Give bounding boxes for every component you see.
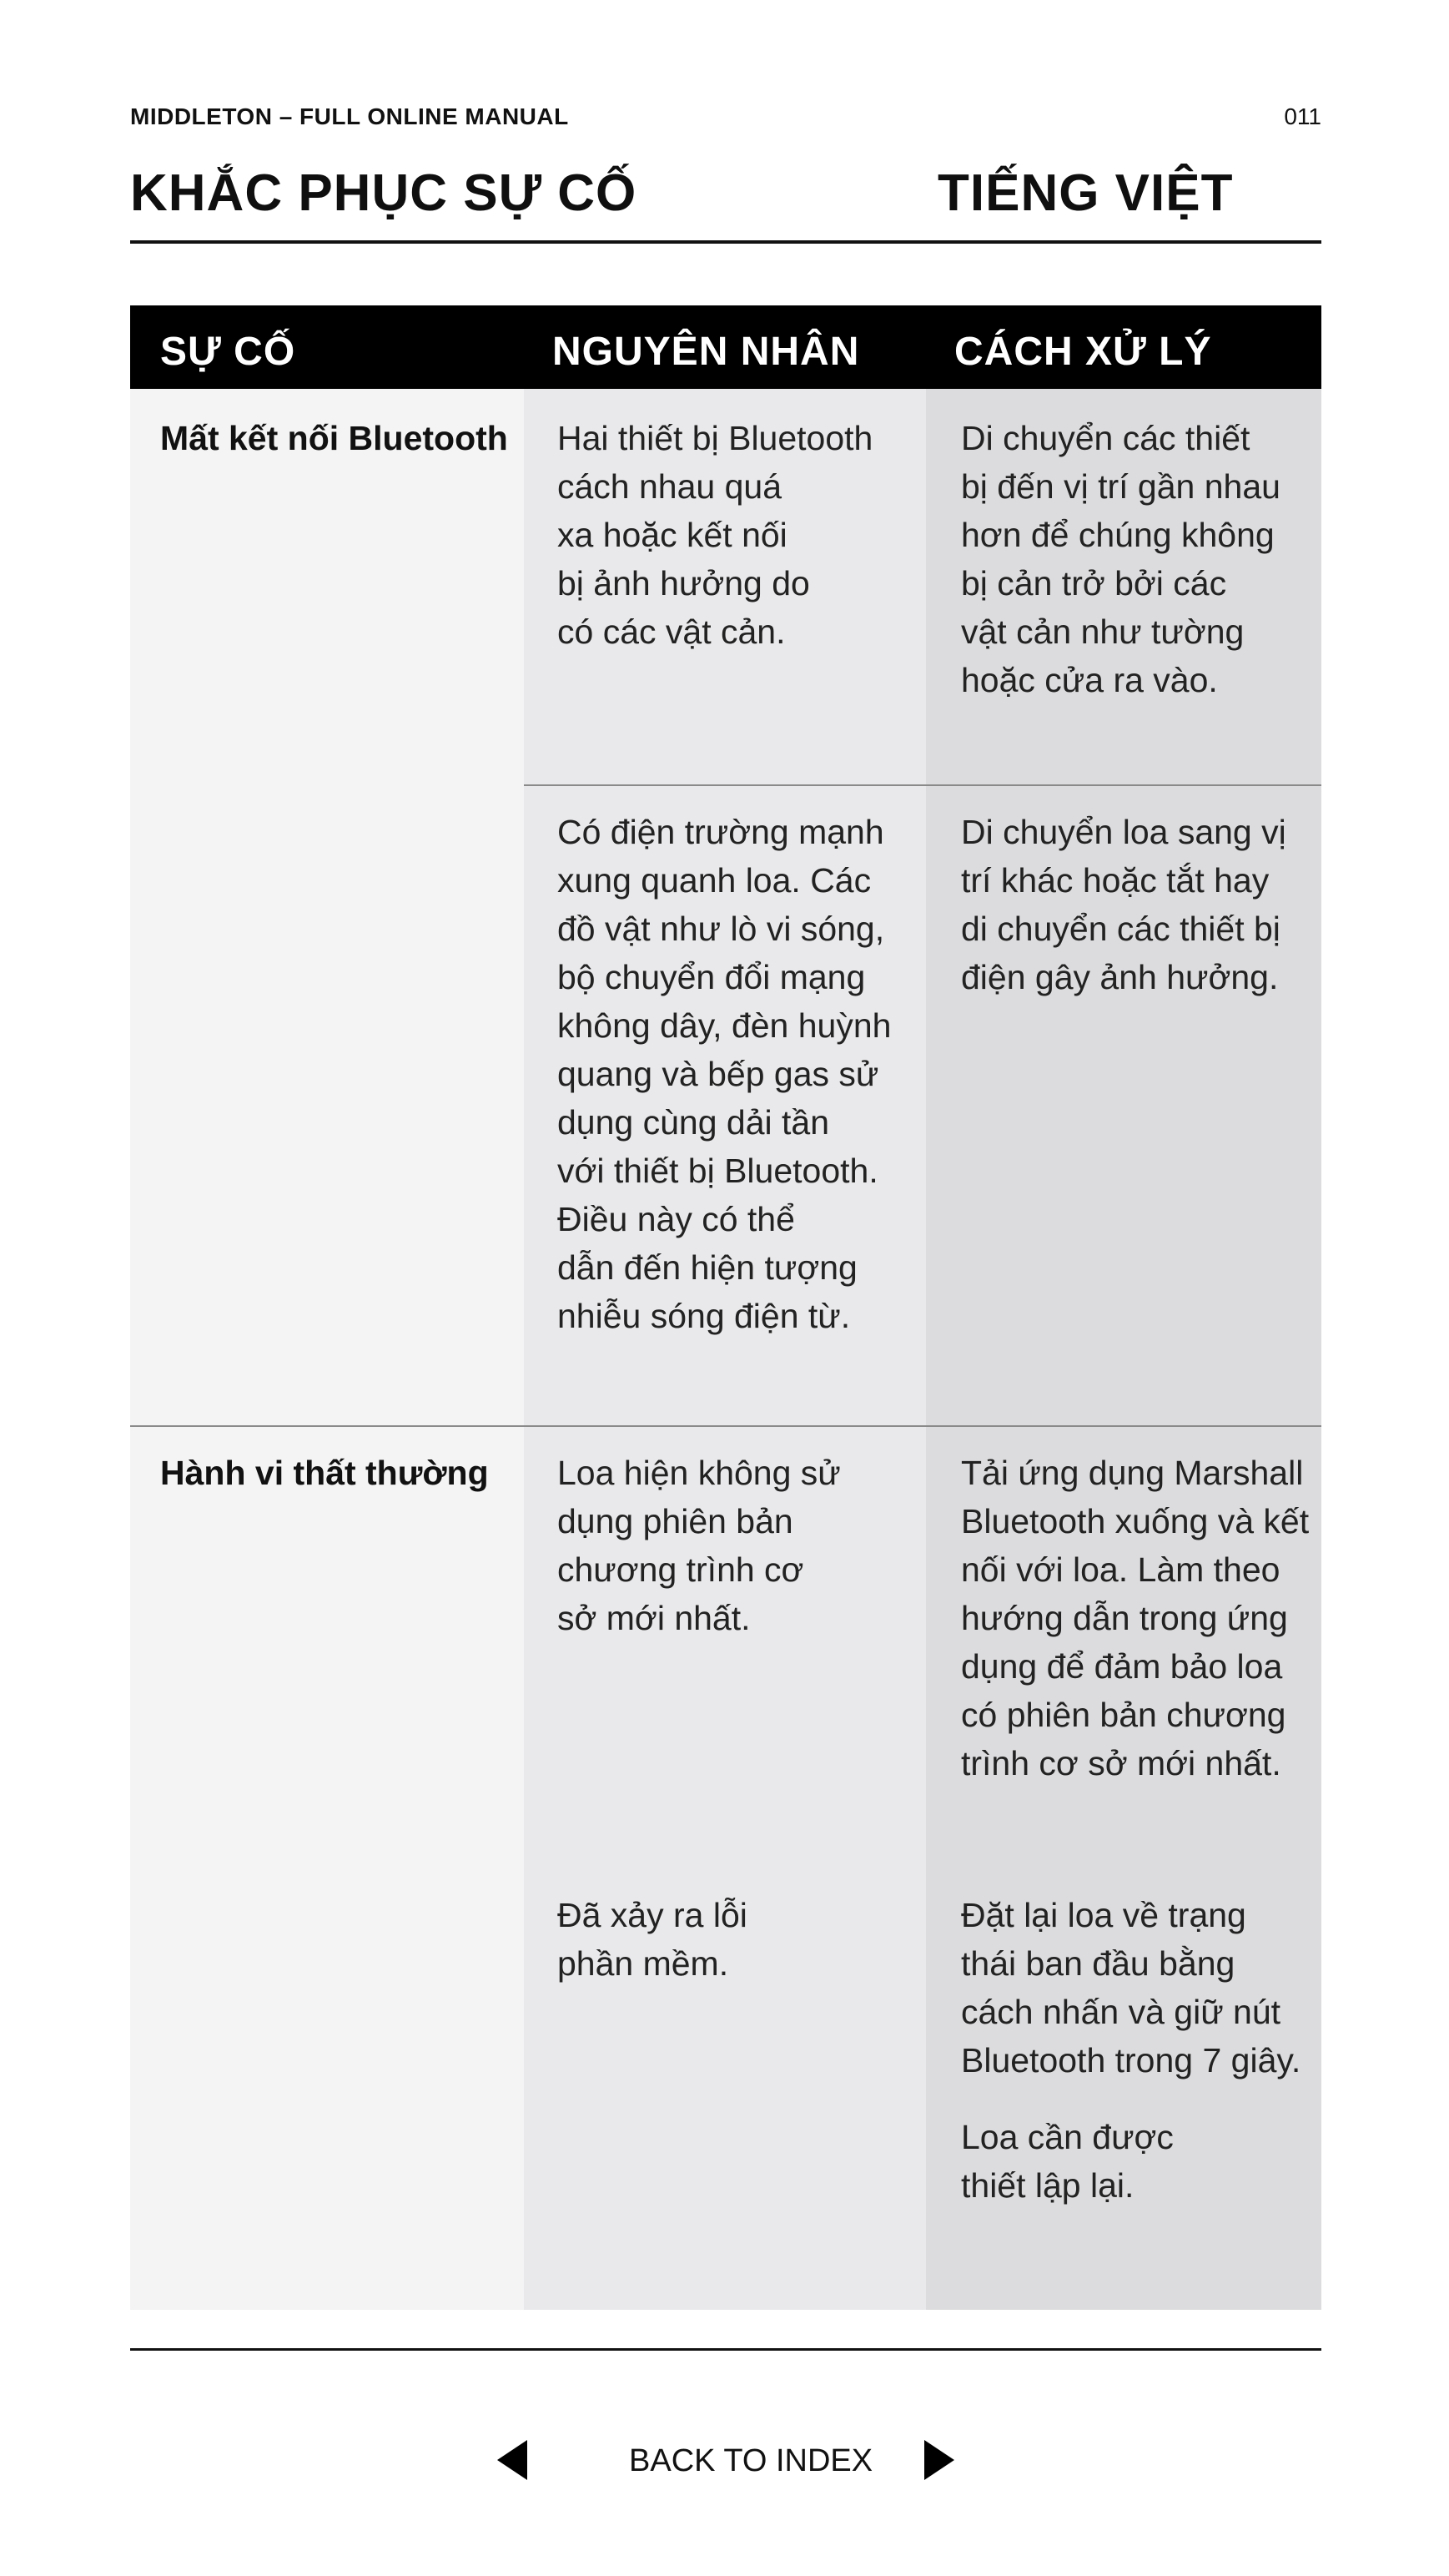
cause-line: Điều này có thể [557,1200,795,1238]
cause-line: nhiễu sóng điện từ. [557,1297,851,1335]
cause-line: Có điện trường mạnh [557,813,884,851]
solution-line: Bluetooth trong 7 giây. [961,2041,1301,2079]
issue-column-background [130,389,524,2310]
next-page-button[interactable] [924,2440,954,2480]
solution-line: Bluetooth xuống và kết [961,1502,1310,1540]
solution-line: cách nhấn và giữ nút [961,1993,1281,2031]
table-row-issue [160,1449,489,1497]
table-row-issue [160,414,508,462]
issue-text: Hành vi thất thường [160,1454,489,1492]
cause-line: chương trình cơ [557,1550,804,1589]
document-header [130,103,1321,137]
table-row-cause [557,1891,747,1988]
cause-line: Hai thiết bị Bluetooth [557,419,873,457]
cause-line: dẫn đến hiện tượng [557,1248,858,1287]
header-divider [130,240,1321,244]
table-row-cause [557,808,891,1340]
previous-page-button[interactable] [497,2440,527,2480]
solution-line: dụng để đảm bảo loa [961,1647,1283,1686]
cause-line: xa hoặc kết nối [557,516,787,554]
table-row-solution [961,414,1280,704]
manual-title: MIDDLETON – FULL ONLINE MANUAL [130,103,569,129]
cause-line: có các vật cản. [557,612,786,651]
page-number: 011 [1284,103,1321,129]
solution-line: Di chuyển loa sang vị [961,813,1286,851]
back-to-index-link[interactable]: BACK TO INDEX [629,2443,873,2478]
solution-line: Loa cần được [961,2118,1174,2156]
table-row-solution [961,808,1286,1001]
solution-line: di chuyển các thiết bị [961,910,1280,948]
cause-line: bộ chuyển đổi mạng [557,958,866,996]
page-navigation [0,2437,1449,2487]
solution-line: Tải ứng dụng Marshall [961,1454,1304,1492]
solution-line: Đặt lại loa về trạng [961,1896,1246,1934]
solution-line: điện gây ảnh hưởng. [961,958,1279,996]
solution-line: trí khác hoặc tắt hay [961,861,1270,900]
cause-line: Đã xảy ra lỗi [557,1896,747,1934]
solution-paragraph [961,1891,1301,2084]
issue-text: Mất kết nối Bluetooth [160,419,508,457]
cause-line: đồ vật như lò vi sóng, [557,910,885,948]
row-divider [130,1425,1321,1427]
cause-line: bị ảnh hưởng do [557,564,810,602]
footer-divider [130,2348,1321,2351]
section-title: KHẮC PHỤC SỰ CỐ [130,164,637,222]
solution-paragraph [961,2113,1301,2210]
column-header-cause: NGUYÊN NHÂN [552,330,860,374]
solution-line: có phiên bản chương [961,1696,1286,1734]
solution-line: hoặc cửa ra vào. [961,661,1218,699]
cause-line: dụng phiên bản [557,1502,793,1540]
solution-line: Di chuyển các thiết [961,419,1250,457]
cause-line: Loa hiện không sử [557,1454,841,1492]
table-header [130,305,1321,389]
cause-line: dụng cùng dải tần [557,1103,829,1142]
cause-line: xung quanh loa. Các [557,861,872,900]
cause-line: quang và bếp gas sử [557,1055,879,1093]
table-row-cause [557,414,873,656]
cause-line: với thiết bị Bluetooth. [557,1152,878,1190]
language-label: TIẾNG VIỆT [938,164,1234,222]
cause-line: phần mềm. [557,1944,729,1983]
solution-line: hướng dẫn trong ứng [961,1599,1288,1637]
cause-line: không dây, đèn huỳnh [557,1006,892,1045]
solution-line: bị đến vị trí gần nhau [961,467,1280,506]
cause-line: sở mới nhất. [557,1599,751,1637]
triangle-left-icon [497,2440,527,2480]
triangle-right-icon [924,2440,954,2480]
column-header-issue: SỰ CỐ [160,330,296,374]
solution-line: thiết lập lại. [961,2166,1135,2205]
solution-line: hơn để chúng không [961,516,1275,554]
table-row-solution [961,1891,1301,2210]
cause-column-background [524,389,926,2310]
solution-line: bị cản trở bởi các [961,564,1227,602]
table-row-solution [961,1449,1309,1787]
solution-line: vật cản như tường [961,612,1245,651]
table-row-cause [557,1449,841,1642]
solution-line: thái ban đầu bằng [961,1944,1235,1983]
cause-line: cách nhau quá [557,467,782,506]
column-header-solution: CÁCH XỬ LÝ [954,330,1212,374]
row-divider [524,784,1321,786]
solution-line: nối với loa. Làm theo [961,1550,1280,1589]
solution-line: trình cơ sở mới nhất. [961,1744,1281,1782]
